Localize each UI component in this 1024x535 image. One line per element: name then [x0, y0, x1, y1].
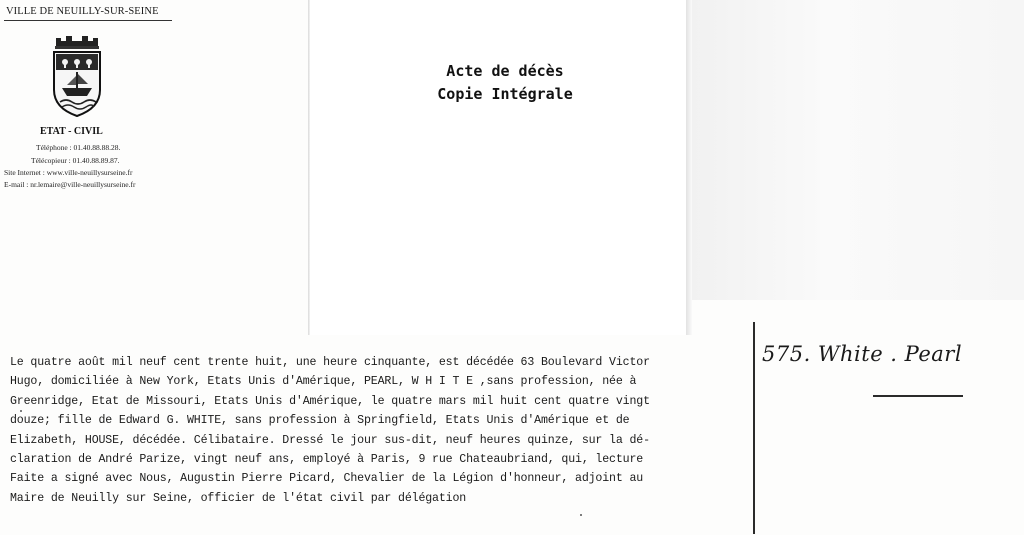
body-line: Greenridge, Etat de Missouri, Etats Unis d'Amérique, le quatre mars mil huit cent quatre vingt: [10, 394, 650, 408]
scan-speck: [20, 410, 22, 412]
body-line: douze; fille de Edward G. WHITE, sans profession à Springfield, Etats Unis d'Amérique et de: [10, 414, 630, 428]
body-line: Hugo, domiciliée à New York, Etats Unis d'Amérique, PEARL, W H I T E ,sans profession, née à: [10, 375, 637, 389]
service-name: ETAT - CIVIL: [40, 126, 103, 137]
act-title-line-2: Copie Intégrale: [437, 85, 573, 103]
act-body: [10, 353, 745, 508]
email-line: E-mail : nr.lemaire@ville-neuillysurseine.fr: [4, 180, 136, 189]
website-line: Site Internet : www.ville-neuillysurseine.fr: [4, 168, 133, 177]
photocopy-sheet: [310, 0, 688, 335]
paper-edge-left: [308, 0, 310, 335]
margin-underline: [873, 395, 963, 397]
margin-annotation: 575. White . Pearl: [762, 342, 963, 366]
margin-rule: [753, 322, 755, 534]
letterhead-rule: [4, 20, 172, 21]
scan-speck: [580, 514, 582, 516]
phone-line: Téléphone : 01.40.88.88.28.: [36, 143, 121, 152]
act-title: [410, 60, 600, 106]
body-line: Faite a signé avec Nous, Augustin Pierre Picard, Chevalier de la Légion d'honneur, adjoint au: [10, 472, 644, 486]
body-line: Le quatre août mil neuf cent trente huit, une heure cinquante, est décédée 63 Boulevard Victor: [10, 356, 650, 369]
municipality-title: VILLE DE NEUILLY-SUR-SEINE: [6, 6, 159, 17]
body-line: claration de André Parize, vingt neuf ans, employé à Paris, 9 rue Chateaubriand, qui, lecture: [10, 453, 644, 467]
coat-of-arms-icon: [48, 32, 106, 120]
body-line: Maire de Neuilly sur Seine, officier de l'état civil par délégation: [10, 491, 467, 505]
paper-shade: [692, 0, 1024, 300]
act-title-line-1: Acte de décès: [446, 62, 564, 80]
fax-line: Télécopieur : 01.40.88.89.87.: [31, 156, 120, 165]
body-line: Elizabeth, HOUSE, décédée. Célibataire. Dressé le jour sus-dit, neuf heures quinze, sur la dé-: [10, 433, 650, 447]
